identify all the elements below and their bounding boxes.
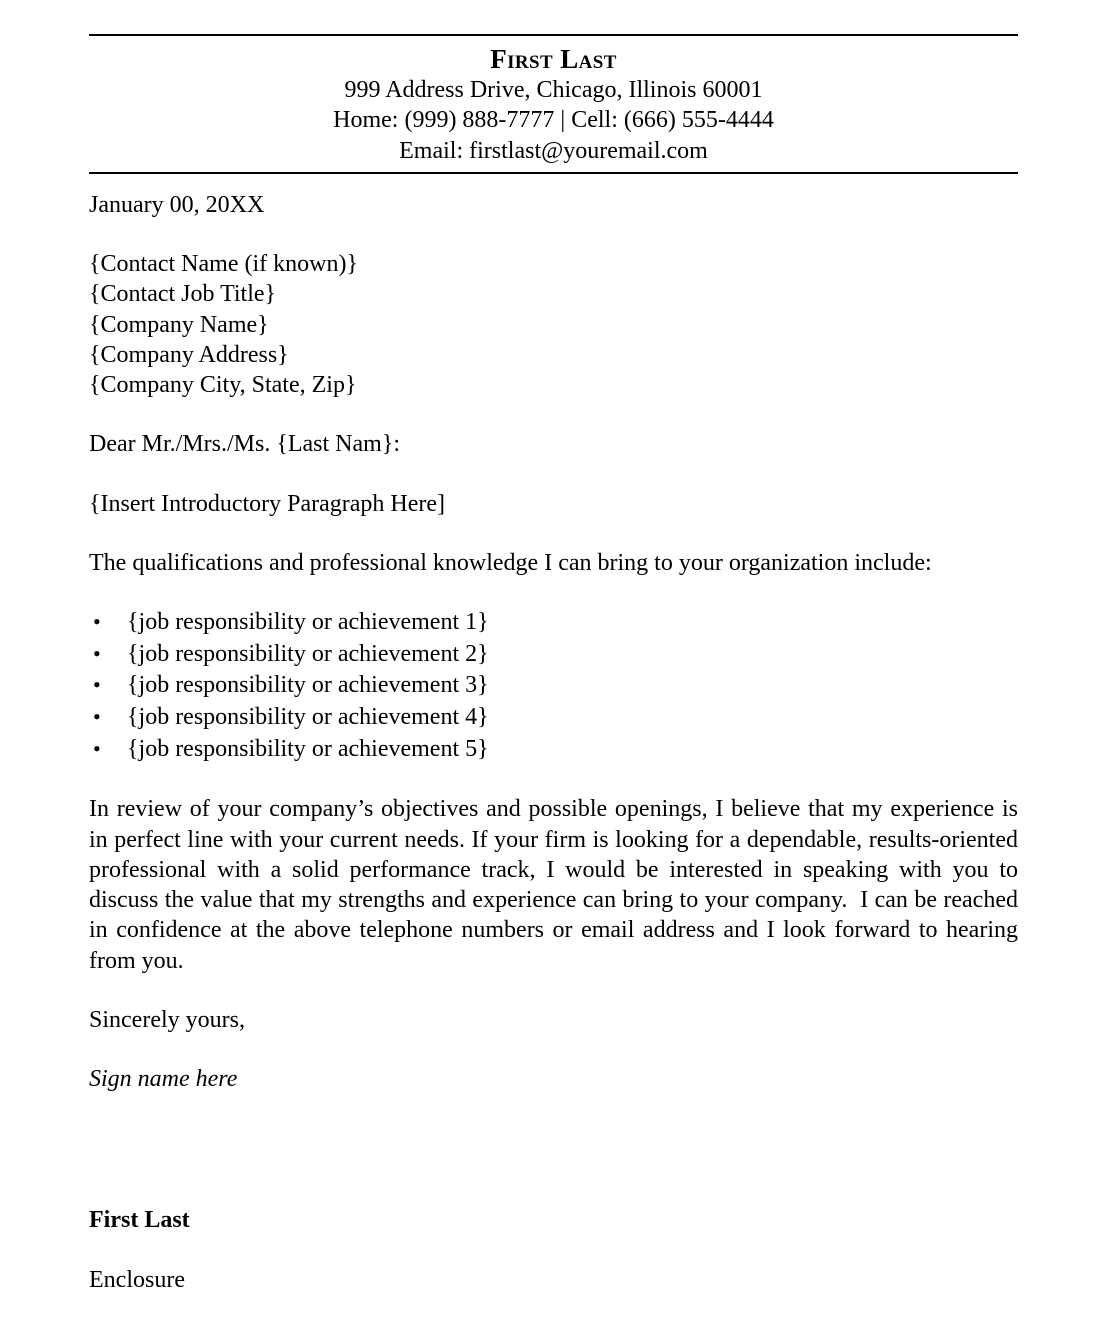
sender-email: Email: firstlast@youremail.com [399, 137, 708, 164]
letterhead [89, 34, 1018, 174]
letter-date: January 00, 20XX [89, 192, 265, 218]
recipient-line: {Company Address} [89, 341, 289, 368]
sender-name: First Last [490, 44, 617, 74]
list-item: • {job responsibility or achievement 3} [89, 670, 1018, 702]
enclosure-note: Enclosure [89, 1266, 185, 1293]
recipient-address-block [89, 249, 1018, 400]
closing-paragraph: In review of your company’s objectives and possible openings, I believe that my experience is in perfect line with your current needs. If your firm is looking for a dependable, results-oriented professional with a solid performance track, I would be interested in speaking with you to discuss the value that my strengths and experience can bring to your company. I can be reached in confidence at the above telephone numbers or email address and I look forward to hearing from you. [89, 796, 1024, 974]
list-item: • {job responsibility or achievement 2} [89, 639, 1018, 671]
list-item: • {job responsibility or achievement 4} [89, 702, 1018, 734]
sender-phones: Home: (999) 888-7777 | Cell: (666) 555-4444 [333, 107, 774, 134]
recipient-line: {Company City, State, Zip} [89, 372, 357, 399]
salutation: Dear Mr./Mrs./Ms. {Last Nam}: [89, 431, 401, 458]
lead-in-paragraph: The qualifications and professional knowledge I can bring to your organization include: [89, 549, 932, 576]
letter-body [89, 190, 1024, 1295]
signature-space [89, 1123, 1018, 1205]
recipient-line: {Company Name} [89, 311, 269, 338]
recipient-line: {Contact Name (if known)} [89, 251, 358, 278]
sender-address: 999 Address Drive, Chicago, Illinois 60001 [344, 77, 763, 104]
list-item: • {job responsibility or achievement 5} [89, 734, 1018, 766]
signature-placeholder: Sign name here [89, 1066, 238, 1093]
list-item: • {job responsibility or achievement 1} [89, 607, 1018, 639]
signer-name: First Last [89, 1207, 190, 1234]
achievements-list [89, 607, 1018, 765]
recipient-line: {Contact Job Title} [89, 281, 277, 308]
intro-paragraph: {Insert Introductory Paragraph Here] [89, 490, 446, 517]
sign-off: Sincerely yours, [89, 1006, 245, 1033]
